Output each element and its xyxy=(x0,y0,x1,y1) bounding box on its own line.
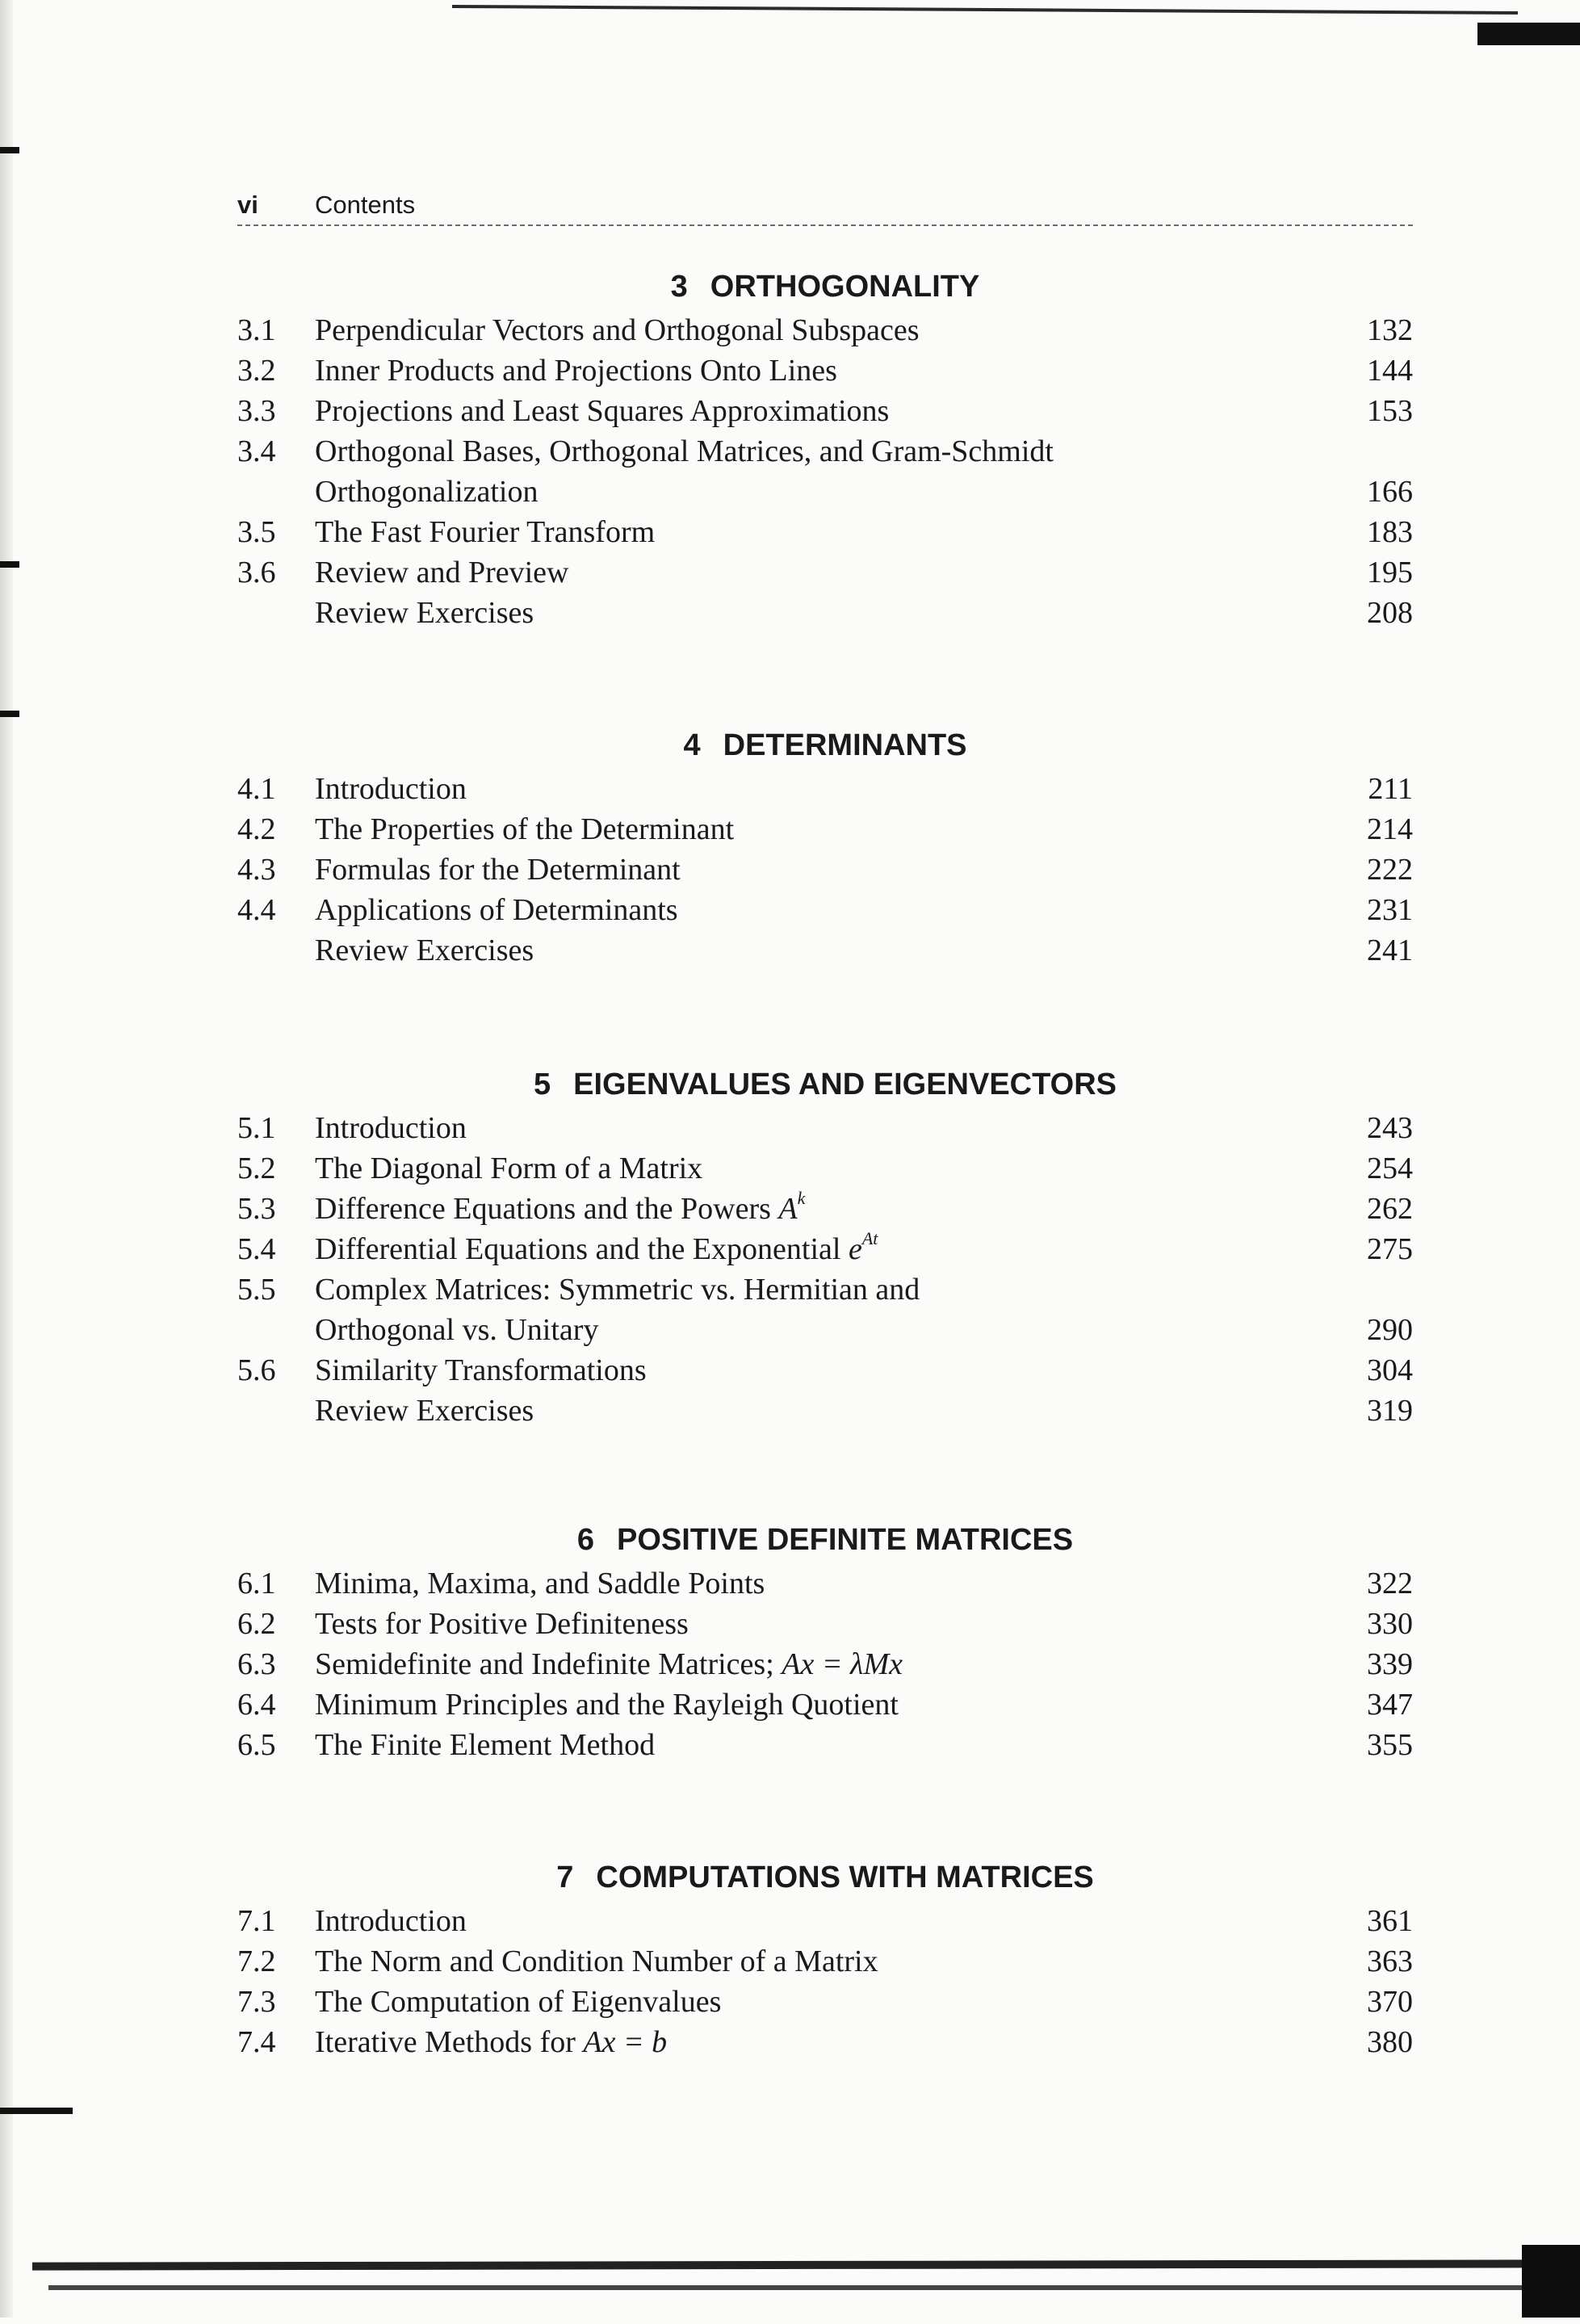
toc-entry xyxy=(237,1108,1413,1148)
page-number: 243 xyxy=(1367,1111,1413,1145)
running-title: Contents xyxy=(315,191,416,219)
section-number: 5.1 xyxy=(237,1111,276,1145)
section-title: Introduction xyxy=(315,1111,467,1145)
section-number: 6.5 xyxy=(237,1728,276,1762)
page-number: 319 xyxy=(1367,1394,1413,1428)
chapter-title: DETERMINANTS xyxy=(723,728,967,762)
section-title-text: Difference Equations and the Powers xyxy=(315,1192,771,1226)
chapter-heading xyxy=(237,263,1413,310)
section-number: 6.3 xyxy=(237,1647,276,1681)
section-number: 3.3 xyxy=(237,394,276,428)
toc-entry xyxy=(237,1644,1413,1684)
section-number: 5.2 xyxy=(237,1152,276,1185)
section-title: Perpendicular Vectors and Orthogonal Subspaces xyxy=(315,313,920,347)
section-number: 5.4 xyxy=(237,1232,276,1266)
section-title-line: Orthogonal Bases, Orthogonal Matrices, and Gram-Schmidt xyxy=(315,434,1054,468)
toc-entry xyxy=(237,769,1413,809)
section-title: Similarity Transformations xyxy=(315,1353,647,1387)
toc-entry xyxy=(237,809,1413,849)
section-number: 5.6 xyxy=(237,1353,276,1387)
page-number: 195 xyxy=(1367,556,1413,589)
section-title: Minima, Maxima, and Saddle Points xyxy=(315,1567,765,1600)
toc-entry xyxy=(237,552,1413,593)
chapter-3 xyxy=(237,263,1413,633)
section-title xyxy=(315,1229,878,1269)
chapter-heading xyxy=(237,1516,1413,1563)
section-title: The Diagonal Form of a Matrix xyxy=(315,1152,703,1185)
toc-entry xyxy=(237,1604,1413,1644)
toc-entry xyxy=(237,1982,1413,2022)
section-title: Projections and Least Squares Approximations xyxy=(315,394,890,428)
section-title: The Fast Fourier Transform xyxy=(315,515,656,549)
page-number: 231 xyxy=(1367,893,1413,927)
section-title-line: Orthogonalization xyxy=(315,475,539,509)
toc-entry xyxy=(237,1563,1413,1604)
toc-entry xyxy=(237,512,1413,552)
page-number: 211 xyxy=(1368,772,1413,806)
page-number: 241 xyxy=(1367,933,1413,967)
toc-entry xyxy=(237,1941,1413,1982)
section-number: 4.3 xyxy=(237,853,276,887)
page-number: 339 xyxy=(1367,1647,1413,1681)
section-title: The Finite Element Method xyxy=(315,1728,656,1762)
page-number: 363 xyxy=(1367,1944,1413,1978)
section-title: Minimum Principles and the Rayleigh Quotient xyxy=(315,1688,899,1722)
toc-entry xyxy=(237,350,1413,391)
toc-entry xyxy=(237,849,1413,890)
math-symbol: e xyxy=(848,1232,862,1266)
section-title: Tests for Positive Definiteness xyxy=(315,1607,689,1641)
toc-entry xyxy=(237,1269,1413,1350)
section-number: 5.3 xyxy=(237,1192,276,1226)
section-number: 4.4 xyxy=(237,893,276,927)
section-title: Inner Products and Projections Onto Lines xyxy=(315,354,837,388)
chapter-heading xyxy=(237,1061,1413,1108)
page-number: 290 xyxy=(1367,1313,1413,1347)
toc-entry xyxy=(237,431,1413,512)
page-number: 322 xyxy=(1367,1567,1413,1600)
math-superscript: k xyxy=(797,1188,806,1209)
section-title-text: Iterative Methods for xyxy=(315,2025,576,2059)
section-number: 4.2 xyxy=(237,812,276,846)
toc-entry xyxy=(237,1391,1413,1431)
toc-entry xyxy=(237,1350,1413,1391)
toc-entry xyxy=(237,1901,1413,1941)
page-number: 275 xyxy=(1367,1232,1413,1266)
page-number: 370 xyxy=(1367,1985,1413,2019)
scan-left-edge xyxy=(0,0,13,2318)
section-title-line: Complex Matrices: Symmetric vs. Hermitian and xyxy=(315,1273,920,1307)
page-number: 254 xyxy=(1367,1152,1413,1185)
math-superscript: At xyxy=(861,1228,878,1249)
chapter-6 xyxy=(237,1516,1413,1765)
chapter-number: 4 xyxy=(683,728,701,762)
page-number: 166 xyxy=(1367,475,1413,509)
math-symbol: A xyxy=(778,1192,798,1226)
page-number: 214 xyxy=(1367,812,1413,846)
section-number: 7.4 xyxy=(237,2025,276,2059)
page-number: 380 xyxy=(1367,2025,1413,2059)
section-number: 3.4 xyxy=(237,434,276,468)
page-number: 208 xyxy=(1367,596,1413,630)
toc-entry xyxy=(237,593,1413,633)
section-number: 7.1 xyxy=(237,1904,276,1938)
scan-top-corner xyxy=(1477,23,1580,45)
page-number: 222 xyxy=(1367,853,1413,887)
page-number: 304 xyxy=(1367,1353,1413,1387)
section-title: Review Exercises xyxy=(315,596,534,630)
scan-bottom-bar xyxy=(32,2259,1542,2270)
header-rule xyxy=(237,224,1413,226)
section-number: 5.5 xyxy=(237,1273,276,1307)
page-number: 132 xyxy=(1367,313,1413,347)
chapter-title: ORTHOGONALITY xyxy=(710,270,980,304)
section-number: 6.1 xyxy=(237,1567,276,1600)
section-number: 3.1 xyxy=(237,313,276,347)
scan-bottom-corner xyxy=(1522,2245,1580,2318)
math-expression: Ax = b xyxy=(583,2025,668,2059)
page-number: 262 xyxy=(1367,1192,1413,1226)
scan-bottom-bar xyxy=(48,2285,1534,2290)
toc-entry xyxy=(237,1148,1413,1189)
scan-left-tick xyxy=(0,711,19,717)
section-title xyxy=(315,1269,920,1350)
chapter-7 xyxy=(237,1854,1413,2062)
chapter-title: EIGENVALUES AND EIGENVECTORS xyxy=(573,1068,1117,1101)
chapter-number: 7 xyxy=(556,1860,574,1894)
toc-entry xyxy=(237,930,1413,971)
scan-left-tick xyxy=(0,147,19,153)
section-title xyxy=(315,2022,667,2062)
chapter-4 xyxy=(237,722,1413,971)
section-number: 4.1 xyxy=(237,772,276,806)
running-header xyxy=(237,189,1413,226)
toc-entry xyxy=(237,2022,1413,2062)
section-title-text: Differential Equations and the Exponential xyxy=(315,1232,841,1266)
section-number: 6.4 xyxy=(237,1688,276,1722)
page-number: 153 xyxy=(1367,394,1413,428)
toc-entry xyxy=(237,1725,1413,1765)
section-title: Review Exercises xyxy=(315,933,534,967)
section-title: Applications of Determinants xyxy=(315,893,678,927)
chapter-heading xyxy=(237,1854,1413,1901)
section-number: 7.3 xyxy=(237,1985,276,2019)
section-title: The Computation of Eigenvalues xyxy=(315,1985,722,2019)
chapter-title: COMPUTATIONS WITH MATRICES xyxy=(596,1860,1094,1894)
section-title: The Properties of the Determinant xyxy=(315,812,735,846)
section-title: Review and Preview xyxy=(315,556,569,589)
page-number: 347 xyxy=(1367,1688,1413,1722)
chapter-heading xyxy=(237,722,1413,769)
section-title xyxy=(315,1644,903,1684)
chapter-number: 3 xyxy=(670,270,688,304)
section-title: Introduction xyxy=(315,772,467,806)
toc-entry xyxy=(237,310,1413,350)
page-number: 183 xyxy=(1367,515,1413,549)
section-number: 7.2 xyxy=(237,1944,276,1978)
section-number: 6.2 xyxy=(237,1607,276,1641)
toc-entry xyxy=(237,1229,1413,1269)
scan-top-line xyxy=(452,5,1518,15)
page-folio: vi xyxy=(237,191,258,219)
chapter-title: POSITIVE DEFINITE MATRICES xyxy=(617,1523,1074,1557)
page-number: 361 xyxy=(1367,1904,1413,1938)
section-number: 3.6 xyxy=(237,556,276,589)
chapter-number: 5 xyxy=(534,1068,551,1101)
section-title: Review Exercises xyxy=(315,1394,534,1428)
section-title xyxy=(315,1189,805,1229)
page-number: 144 xyxy=(1367,354,1413,388)
section-title: Formulas for the Determinant xyxy=(315,853,681,887)
chapter-number: 6 xyxy=(576,1523,594,1557)
section-title-line: Orthogonal vs. Unitary xyxy=(315,1313,599,1347)
section-number: 3.2 xyxy=(237,354,276,388)
toc-entry xyxy=(237,1684,1413,1725)
section-number: 3.5 xyxy=(237,515,276,549)
scan-left-bracket xyxy=(0,2108,73,2324)
scan-left-tick xyxy=(0,561,19,568)
section-title xyxy=(315,431,1054,512)
page-number: 355 xyxy=(1367,1728,1413,1762)
section-title-text: Semidefinite and Indefinite Matrices; xyxy=(315,1647,774,1681)
chapter-5 xyxy=(237,1061,1413,1431)
page-number: 330 xyxy=(1367,1607,1413,1641)
section-title: The Norm and Condition Number of a Matrix xyxy=(315,1944,878,1978)
toc-entry xyxy=(237,391,1413,431)
math-expression: Ax = λMx xyxy=(782,1647,903,1681)
toc-entry xyxy=(237,890,1413,930)
toc-entry xyxy=(237,1189,1413,1229)
section-title: Introduction xyxy=(315,1904,467,1938)
